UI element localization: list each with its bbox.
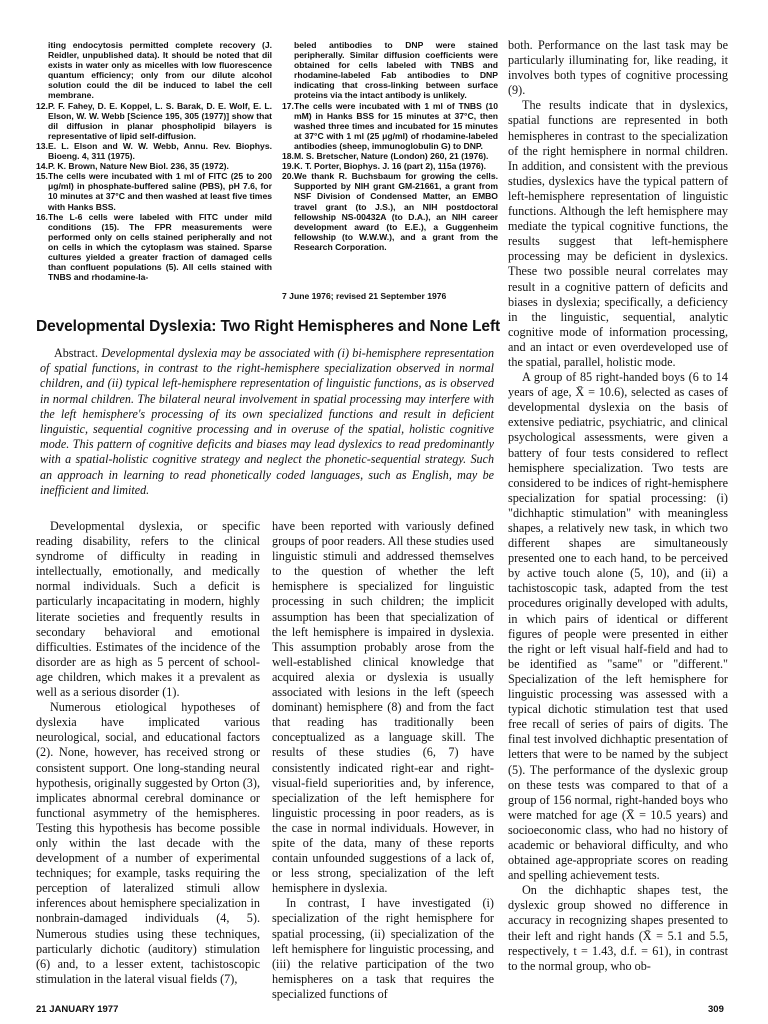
reference-continued: iting endocytosis permitted complete recovery (J. Reidler, unpublished data). It should be noted that dil exists in water only as micelles with low fluorescence quantum efficiency; only from our dilute alcohol solution could the dil be induced to label the cell membrane. <box>48 40 272 101</box>
body-column-1 <box>36 519 260 987</box>
references-column-middle <box>282 40 498 252</box>
paragraph: The results indicate that in dyslexics, spatial functions are represented in both hemispheres in contrast to the specialization of the right hemisphere in normal children. In addition, and consistent with the previous studies, dyslexics have the typical pattern of left-hemisphere representation of linguistic functions. Although the left hemisphere may mediate the typical cognitive functions, the results suggest that left-hemisphere processing may be deficient in dyslexics. These two possible neural correlates may result in a cognitive pattern of deficits and biases in dyslexia; specifically, a deficiency in the linguistic, sequential, analytic cognitive mode of information processing, and an intact or even overdeveloped use of the spatial, parallel, holistic mode. <box>508 98 728 369</box>
reference-item: 17.The cells were incubated with 1 ml of TNBS (10 mM) in Hanks BSS for 15 minutes at 37°C, then washed three times and incubated for 15 minutes at 37°C with 1 ml (25 μg/ml) of rhodamine-labeled antibodies (sheep, immunoglobulin G) to DNP. <box>282 100 498 151</box>
abstract-label: Abstract. <box>54 346 98 360</box>
issue-date: 21 JANUARY 1977 <box>36 1004 119 1015</box>
paragraph: have been reported with variously defined groups of poor readers. All these studies used linguistic stimuli and addressed themselves to the question of whether the left hemisphere is specialized for linguistic processing in such children; the implicit assumption has been that specialization of the left hemisphere is impaired in dyslexia. This assumption probably arose from the well-established clinical knowledge that acquired alexia or dyslexia is usually associated with lesions in the left (speech dominant) hemisphere (8) and from the fact that reading has traditionally been conceptualized as a language skill. The results of these studies (6, 7) have consistently indicated right-ear and right-visual-field superiorities and, by inference, specialization of the left hemisphere for linguistic processing in poor readers, as is the case in normal individuals. However, in spite of the data, many of these reports contain unfounded suggestions of a lack of, or less strong, specialization of the left hemisphere in dyslexia. <box>272 519 494 896</box>
page-number: 309 <box>708 1004 724 1015</box>
reference-item: 12.P. F. Fahey, D. E. Koppel, L. S. Barak, D. E. Wolf, E. L. Elson, W. W. Webb [Science 195, 305 (1977)] show that dil diffusion in planar phospholipid bilayers is representative of lipid self-diffusion. <box>36 100 272 141</box>
paragraph: On the dichhaptic shapes test, the dyslexic group showed no difference in accuracy in recognizing shapes presented to their left and right hands (X̄ = 5.1 and 5.5, respectively, t = 1.43, d.f. = 61), in contrast to the normal group, who ob- <box>508 883 728 973</box>
reference-item: 20.We thank R. Buchsbaum for growing the cells. Supported by NIH grant GM-21661, a grant from NSF Division of Condensed Matter, an EMBO travel grant (to J.S.), an NIH postdoctoral fellowship NS-00432A (to D.A.), an NIH career development award (to E.E.), a Guggenheim fellowship (to W.W.W.), and a grant from the Research Corporation. <box>282 171 498 252</box>
body-column-2 <box>272 519 494 1002</box>
reference-item: 18.M. S. Bretscher, Nature (London) 260, 21 (1976). <box>282 151 489 162</box>
reference-item: 19.K. T. Porter, Biophys. J. 16 (part 2), 115a (1976). <box>282 161 487 172</box>
paragraph: Numerous etiological hypotheses of dyslexia have implicated various neurological, social, and educational factors (2). None, however, has received strong or consistent support. One long-standing neural hypothesis, originally suggested by Orton (3), implicates abnormal cerebral dominance or functional asymmetry of the hemispheres. Testing this hypothesis has become possible only within the last decade with the development of a number of experimental techniques; for example, tasks requiring the perception of lateralized stimuli allow inferences about hemisphere specialization in nonbrain-damaged individuals (4, 5). Numerous studies using these techniques, particularly dichotic (auditory) stimulation (6) and, to a lesser extent, tachistoscopic stimulation in the lateral visual fields (7), <box>36 700 260 986</box>
paragraph: A group of 85 right-handed boys (6 to 14 years of age, X̄ = 10.6), selected as cases of developmental dyslexia on the basis of extensive pediatric, psychiatric, and clinical psychological assessments, were given a battery of four tests considered to reflect hemisphere specialization. Two tests are considered to be indices of right-hemisphere specialization for spatial processing: (i) "dichhaptic stimulation" with meaningless shapes, a relatively new task, in which two different shapes are simultaneously presented one to each hand, to be perceived by active touch alone (5, 10), and (ii) a tachistoscopic task, adapted from the test procedures originally developed with adults, in which pairs of identical or different figures of people were presented in either the right or left visual half-field and had to be identified as "same" or "different." Specialization of the left hemisphere for linguistic processing was assessed with a typical dichotic stimulation test that used free recall of series of pairs of digits. The final test involved dichhaptic presentation of letters that were to be named by the subject (5). The performance of the dyslexic group on these tests was compared to that of a group of 156 normal, right-handed boys who were matched for age (X̄ = 10.5 years) and socioeconomic class, who had no history of academic or behavioral difficulty, and who obtained age-appropriate scores on reading and spelling achievement tests. <box>508 370 728 883</box>
abstract-text: Developmental dyslexia may be associated with (i) bi-hemisphere representation of spatial functions, in contrast to the right-hemisphere specialization observed in normal children, and (ii) typical left-hemisphere representation of linguistic functions, as is observed in normal children. The bilateral neural involvement in spatial processing may interfere with the left hemisphere's processing of its own specialized functions and result in deficient linguistic, sequential cognitive processing and in overuse of the spatial, holistic cognitive mode. This pattern of cognitive deficits and biases may lead dyslexics to read predominantly with a spatial-holistic cognitive strategy and neglect the phonetic-sequential strategy. Such an approach in learning to read phonetically coded languages, such as English, may be inefficient and limited. <box>40 346 494 497</box>
paragraph: Developmental dyslexia, or specific reading disability, refers to the clinical syndrome of difficulty in reading in intellectually, emotionally, and medically normal individuals. Such a deficit is particularly incapacitating in modern, highly literate societies and frequently results in secondary behavioral and emotional difficulties. Estimates of the incidence of the disorder are as high as 5 percent of school-age children, which makes it a prevalent as well as a serious disorder (1). <box>36 519 260 700</box>
reference-item: 15.The cells were incubated with 1 ml of FITC (25 to 200 μg/ml) in phosphate-buffered saline (PBS), pH 7.6, for 10 minutes at 37°C and then washed at least five times with Hanks BSS. <box>36 171 272 212</box>
article-title: Developmental Dyslexia: Two Right Hemispheres and None Left <box>36 318 501 335</box>
reference-item: 16.The L-6 cells were labeled with FITC under mild conditions (15). The FPR measurements were performed only on cells stained peripherally and not on cells in which the cytoplasm was stained. Sparse cultures yielded a greater fraction of damaged cells than confluent populations (5). All cells stained with TNBS and rhodamine-la- <box>36 211 272 283</box>
body-column-3 <box>508 38 728 974</box>
paragraph: both. Performance on the last task may be particularly illuminating for, like reading, it involves both types of cognitive processing (9). <box>508 38 728 98</box>
received-date: 7 June 1976; revised 21 September 1976 <box>282 291 447 301</box>
abstract <box>40 346 494 498</box>
paragraph: In contrast, I have investigated (i) specialization of the right hemisphere for spatial processing, (ii) specialization of the left hemisphere for linguistic processing, and (iii) the relative participation of the two hemispheres on a task that requires the specialized functions of <box>272 896 494 1001</box>
reference-item: 14.P. K. Brown, Nature New Biol. 236, 35 (1972). <box>36 161 229 172</box>
reference-continued: beled antibodies to DNP were stained peripherally. Similar diffusion coefficients were obtained for cells labeled with TNBS and rhodamine-labeled Fab antibodies to DNP indicating that cross-linking between surface proteins via the intact antibody is unlikely. <box>294 40 498 101</box>
reference-item: 13.E. L. Elson and W. W. Webb, Annu. Rev. Biophys. Bioeng. 4, 311 (1975). <box>36 140 272 162</box>
references-column-left <box>36 40 272 282</box>
